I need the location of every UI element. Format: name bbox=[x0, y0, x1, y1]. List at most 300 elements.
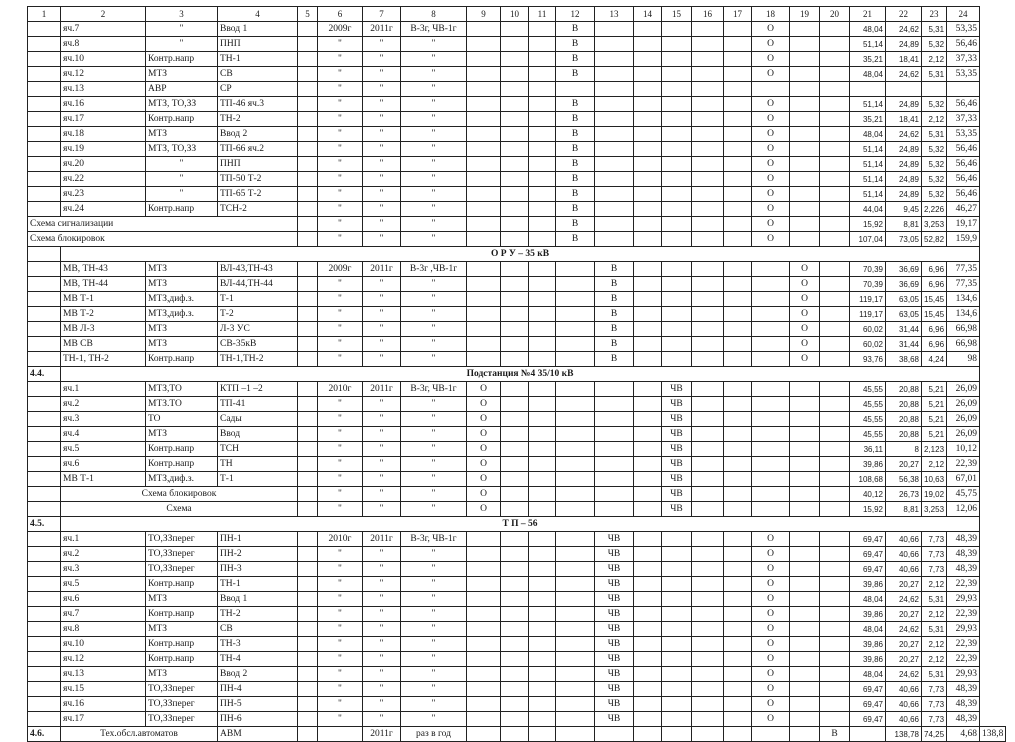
table-cell: 48,39 bbox=[947, 682, 980, 697]
table-cell bbox=[298, 202, 318, 217]
table-cell bbox=[501, 592, 529, 607]
table-cell bbox=[501, 547, 529, 562]
table-cell: " bbox=[401, 412, 467, 427]
table-cell: " bbox=[363, 712, 401, 727]
table-cell bbox=[467, 337, 501, 352]
table-cell bbox=[529, 637, 556, 652]
column-number: 16 bbox=[692, 7, 724, 22]
table-cell bbox=[28, 202, 61, 217]
table-cell: ТН bbox=[218, 457, 298, 472]
table-cell bbox=[634, 652, 662, 667]
table-cell bbox=[529, 277, 556, 292]
table-cell: 48,39 bbox=[947, 712, 980, 727]
table-cell bbox=[662, 127, 692, 142]
table-cell: 45,55 bbox=[850, 412, 886, 427]
table-cell: ЧВ bbox=[662, 442, 692, 457]
table-cell: В bbox=[556, 22, 595, 37]
table-row bbox=[28, 352, 1006, 367]
table-cell bbox=[692, 667, 724, 682]
table-cell: яч.6 bbox=[61, 592, 146, 607]
table-cell bbox=[556, 487, 595, 502]
table-cell bbox=[662, 607, 692, 622]
table-cell: МТЗ bbox=[146, 127, 218, 142]
table-cell bbox=[692, 562, 724, 577]
table-cell: В bbox=[556, 232, 595, 247]
table-cell bbox=[529, 67, 556, 82]
table-cell: МВ Т-2 bbox=[61, 307, 146, 322]
table-cell bbox=[298, 112, 318, 127]
table-cell bbox=[501, 157, 529, 172]
table-cell bbox=[298, 382, 318, 397]
table-cell: 66,98 bbox=[947, 337, 980, 352]
table-cell: ПН-2 bbox=[218, 547, 298, 562]
table-cell: яч.6 bbox=[61, 457, 146, 472]
table-cell bbox=[467, 187, 501, 202]
table-cell: ЧВ bbox=[662, 397, 692, 412]
table-cell: О bbox=[790, 277, 820, 292]
table-row bbox=[28, 667, 1006, 682]
row-label: Тех.обсл.автоматов bbox=[61, 727, 218, 742]
table-cell: 51,14 bbox=[850, 142, 886, 157]
table-cell bbox=[724, 82, 752, 97]
table-cell: 10,12 bbox=[947, 442, 980, 457]
table-cell bbox=[556, 607, 595, 622]
table-cell: " bbox=[401, 562, 467, 577]
table-cell bbox=[724, 127, 752, 142]
table-cell: " bbox=[363, 352, 401, 367]
table-cell bbox=[692, 352, 724, 367]
table-cell bbox=[724, 562, 752, 577]
table-cell: " bbox=[401, 142, 467, 157]
table-row bbox=[28, 157, 1006, 172]
table-cell: 40,66 bbox=[886, 682, 922, 697]
table-cell: 2,12 bbox=[922, 457, 947, 472]
table-cell: 44,04 bbox=[850, 202, 886, 217]
table-cell: СР bbox=[218, 82, 298, 97]
table-cell bbox=[298, 82, 318, 97]
table-cell: 108,68 bbox=[850, 472, 886, 487]
table-cell bbox=[634, 727, 662, 742]
table-cell: В bbox=[556, 142, 595, 157]
table-cell: " bbox=[363, 307, 401, 322]
table-cell bbox=[752, 427, 790, 442]
table-cell bbox=[752, 307, 790, 322]
table-row bbox=[28, 487, 1006, 502]
table-cell: " bbox=[363, 397, 401, 412]
table-cell bbox=[692, 532, 724, 547]
table-cell bbox=[556, 472, 595, 487]
table-cell bbox=[692, 682, 724, 697]
table-cell bbox=[467, 622, 501, 637]
table-cell: 29,93 bbox=[947, 622, 980, 637]
table-cell: яч.5 bbox=[61, 442, 146, 457]
table-cell: О bbox=[752, 607, 790, 622]
table-cell bbox=[556, 337, 595, 352]
table-cell: " bbox=[401, 652, 467, 667]
table-cell bbox=[501, 172, 529, 187]
table-cell: 24,62 bbox=[886, 622, 922, 637]
table-cell: 20,27 bbox=[886, 457, 922, 472]
table-cell bbox=[692, 112, 724, 127]
row-label: Схема блокировок bbox=[61, 487, 298, 502]
table-cell bbox=[634, 592, 662, 607]
table-cell bbox=[298, 172, 318, 187]
column-number: 1 bbox=[28, 7, 61, 22]
table-cell: 6,96 bbox=[922, 337, 947, 352]
table-cell: 119,17 bbox=[850, 292, 886, 307]
table-row bbox=[28, 97, 1006, 112]
table-cell: " bbox=[363, 427, 401, 442]
table-cell bbox=[595, 142, 634, 157]
table-cell bbox=[724, 487, 752, 502]
table-cell bbox=[820, 442, 850, 457]
table-cell bbox=[501, 412, 529, 427]
table-cell: ТН-2 bbox=[218, 112, 298, 127]
table-cell: " bbox=[401, 502, 467, 517]
table-cell bbox=[467, 157, 501, 172]
table-cell: 15,45 bbox=[922, 307, 947, 322]
table-cell bbox=[724, 217, 752, 232]
table-cell: яч.7 bbox=[61, 607, 146, 622]
table-cell: " bbox=[318, 37, 363, 52]
table-cell: 69,47 bbox=[850, 532, 886, 547]
table-row bbox=[28, 382, 1006, 397]
table-cell bbox=[724, 202, 752, 217]
table-cell: " bbox=[363, 652, 401, 667]
table-cell: " bbox=[401, 352, 467, 367]
table-cell: 4,68 bbox=[947, 727, 980, 742]
table-cell bbox=[692, 292, 724, 307]
table-cell: 48,39 bbox=[947, 697, 980, 712]
table-cell bbox=[595, 232, 634, 247]
table-cell bbox=[529, 322, 556, 337]
table-cell bbox=[529, 727, 556, 742]
table-cell: В bbox=[556, 157, 595, 172]
table-cell: яч.19 bbox=[61, 142, 146, 157]
table-cell: О bbox=[790, 352, 820, 367]
table-cell bbox=[724, 112, 752, 127]
table-cell: яч.12 bbox=[61, 652, 146, 667]
table-cell: " bbox=[401, 37, 467, 52]
table-cell bbox=[634, 712, 662, 727]
table-cell bbox=[595, 442, 634, 457]
table-cell: 40,66 bbox=[886, 697, 922, 712]
table-cell bbox=[790, 112, 820, 127]
table-cell bbox=[790, 532, 820, 547]
table-cell bbox=[634, 412, 662, 427]
table-cell: 2009г bbox=[318, 262, 363, 277]
table-cell bbox=[556, 502, 595, 517]
table-cell: 26,09 bbox=[947, 427, 980, 442]
table-cell bbox=[501, 322, 529, 337]
table-cell bbox=[724, 292, 752, 307]
table-cell: 10,63 bbox=[922, 472, 947, 487]
table-cell bbox=[556, 592, 595, 607]
table-cell bbox=[692, 82, 724, 97]
table-cell bbox=[595, 127, 634, 142]
table-cell bbox=[28, 652, 61, 667]
table-cell: 24,89 bbox=[886, 187, 922, 202]
table-cell: ПНП bbox=[218, 37, 298, 52]
table-cell bbox=[501, 652, 529, 667]
table-cell: 7,73 bbox=[922, 697, 947, 712]
table-cell: 73,05 bbox=[886, 232, 922, 247]
table-cell: СВ bbox=[218, 622, 298, 637]
table-cell: " bbox=[401, 307, 467, 322]
table-cell bbox=[634, 382, 662, 397]
table-cell bbox=[595, 22, 634, 37]
table-cell bbox=[595, 97, 634, 112]
table-cell: МТЗ bbox=[146, 622, 218, 637]
table-cell bbox=[790, 442, 820, 457]
table-cell: 36,69 bbox=[886, 277, 922, 292]
table-cell bbox=[595, 52, 634, 67]
table-cell: 24,89 bbox=[886, 172, 922, 187]
table-cell bbox=[820, 502, 850, 517]
table-cell bbox=[467, 67, 501, 82]
table-cell: О bbox=[752, 637, 790, 652]
table-cell bbox=[529, 232, 556, 247]
table-cell bbox=[298, 397, 318, 412]
table-row bbox=[28, 127, 1006, 142]
table-cell bbox=[724, 262, 752, 277]
table-cell: ЧВ bbox=[662, 502, 692, 517]
table-cell: ЧВ bbox=[595, 622, 634, 637]
table-cell bbox=[467, 682, 501, 697]
table-cell: О bbox=[752, 712, 790, 727]
table-cell bbox=[501, 682, 529, 697]
table-cell: Ввод 1 bbox=[218, 592, 298, 607]
table-cell bbox=[790, 472, 820, 487]
table-cell bbox=[634, 187, 662, 202]
table-cell: " bbox=[363, 502, 401, 517]
table-cell: ТО bbox=[146, 412, 218, 427]
table-cell: 3,253 bbox=[922, 502, 947, 517]
table-cell bbox=[529, 307, 556, 322]
table-cell bbox=[790, 187, 820, 202]
table-cell bbox=[820, 262, 850, 277]
table-cell: 37,33 bbox=[947, 52, 980, 67]
table-cell bbox=[529, 97, 556, 112]
table-cell bbox=[529, 412, 556, 427]
table-cell bbox=[790, 232, 820, 247]
table-cell bbox=[556, 697, 595, 712]
table-cell bbox=[467, 142, 501, 157]
table-cell bbox=[28, 67, 61, 82]
table-cell: О bbox=[752, 52, 790, 67]
table-cell bbox=[820, 637, 850, 652]
table-cell bbox=[467, 202, 501, 217]
table-cell: 48,04 bbox=[850, 622, 886, 637]
table-cell bbox=[662, 142, 692, 157]
table-cell bbox=[662, 112, 692, 127]
table-cell: " bbox=[401, 112, 467, 127]
table-cell bbox=[556, 352, 595, 367]
table-cell: 66,98 bbox=[947, 322, 980, 337]
table-cell: " bbox=[146, 187, 218, 202]
table-cell bbox=[298, 532, 318, 547]
table-cell: 26,09 bbox=[947, 412, 980, 427]
table-cell: 24,62 bbox=[886, 592, 922, 607]
table-cell: О bbox=[467, 502, 501, 517]
table-cell: ПН-1 bbox=[218, 532, 298, 547]
table-cell bbox=[634, 37, 662, 52]
column-number: 24 bbox=[947, 7, 980, 22]
table-cell bbox=[501, 262, 529, 277]
table-cell: ТО,ЗЗперег bbox=[146, 532, 218, 547]
table-cell: ТО,ЗЗперег bbox=[146, 562, 218, 577]
table-cell: ЧВ bbox=[662, 457, 692, 472]
table-cell bbox=[556, 427, 595, 442]
table-cell bbox=[298, 142, 318, 157]
table-cell: 24,89 bbox=[886, 97, 922, 112]
table-cell bbox=[634, 22, 662, 37]
table-cell: 6,96 bbox=[922, 262, 947, 277]
table-cell bbox=[752, 82, 790, 97]
table-cell bbox=[501, 352, 529, 367]
table-cell bbox=[634, 322, 662, 337]
row-label: Схема сигнализации bbox=[28, 217, 298, 232]
column-number: 21 bbox=[850, 7, 886, 22]
table-cell: " bbox=[318, 277, 363, 292]
table-cell bbox=[529, 667, 556, 682]
table-cell bbox=[752, 352, 790, 367]
table-row bbox=[28, 562, 1006, 577]
table-cell: О bbox=[790, 307, 820, 322]
table-row bbox=[28, 112, 1006, 127]
table-cell bbox=[724, 547, 752, 562]
table-cell bbox=[790, 127, 820, 142]
table-cell: " bbox=[363, 487, 401, 502]
table-cell: 24,62 bbox=[886, 667, 922, 682]
table-cell bbox=[501, 577, 529, 592]
table-cell bbox=[662, 292, 692, 307]
table-cell: ЧВ bbox=[595, 652, 634, 667]
table-cell: СВ-35кВ bbox=[218, 337, 298, 352]
table-cell bbox=[298, 37, 318, 52]
table-cell bbox=[662, 322, 692, 337]
table-cell: 56,46 bbox=[947, 97, 980, 112]
table-cell bbox=[28, 457, 61, 472]
table-cell bbox=[724, 727, 752, 742]
table-cell bbox=[298, 352, 318, 367]
table-cell bbox=[634, 292, 662, 307]
table-cell: 20,88 bbox=[886, 397, 922, 412]
table-cell bbox=[28, 307, 61, 322]
table-cell bbox=[501, 337, 529, 352]
table-cell: В bbox=[595, 307, 634, 322]
section-number: 4.4. bbox=[28, 367, 61, 382]
table-cell bbox=[467, 82, 501, 97]
table-cell: 2010г bbox=[318, 532, 363, 547]
table-cell: " bbox=[318, 712, 363, 727]
table-cell bbox=[529, 472, 556, 487]
table-cell bbox=[752, 397, 790, 412]
column-number: 3 bbox=[146, 7, 218, 22]
column-number: 14 bbox=[634, 7, 662, 22]
table-cell: ПН-3 bbox=[218, 562, 298, 577]
table-cell bbox=[556, 562, 595, 577]
table-cell: 2,12 bbox=[922, 607, 947, 622]
table-cell: яч.10 bbox=[61, 52, 146, 67]
table-cell: О bbox=[467, 412, 501, 427]
table-cell bbox=[529, 592, 556, 607]
table-cell: яч.13 bbox=[61, 667, 146, 682]
table-cell: Контр.напр bbox=[146, 442, 218, 457]
table-cell bbox=[28, 562, 61, 577]
table-cell bbox=[467, 217, 501, 232]
table-cell bbox=[724, 532, 752, 547]
table-cell: 48,04 bbox=[850, 67, 886, 82]
table-row bbox=[28, 217, 1006, 232]
table-cell bbox=[790, 427, 820, 442]
table-cell bbox=[752, 262, 790, 277]
table-cell bbox=[28, 97, 61, 112]
table-cell bbox=[298, 577, 318, 592]
table-cell: " bbox=[318, 292, 363, 307]
table-cell bbox=[529, 292, 556, 307]
table-cell: 2,12 bbox=[922, 112, 947, 127]
table-cell bbox=[28, 487, 61, 502]
table-cell: 77,35 bbox=[947, 262, 980, 277]
table-cell bbox=[467, 697, 501, 712]
table-cell: ТО,ЗЗперег bbox=[146, 697, 218, 712]
table-cell: О bbox=[467, 472, 501, 487]
table-cell bbox=[724, 67, 752, 82]
table-cell bbox=[634, 607, 662, 622]
table-cell bbox=[662, 577, 692, 592]
table-cell: В-3г, ЧВ-1г bbox=[401, 22, 467, 37]
table-cell bbox=[820, 67, 850, 82]
table-cell bbox=[692, 502, 724, 517]
table-cell: 69,47 bbox=[850, 697, 886, 712]
table-cell bbox=[662, 97, 692, 112]
column-number: 4 bbox=[218, 7, 298, 22]
table-cell: 24,89 bbox=[886, 142, 922, 157]
table-cell bbox=[467, 667, 501, 682]
section-title: Подстанция №4 35/10 кВ bbox=[61, 367, 980, 382]
section-title: О Р У – 35 кВ bbox=[61, 247, 980, 262]
table-cell: 5,32 bbox=[922, 187, 947, 202]
table-cell: " bbox=[318, 487, 363, 502]
table-row bbox=[28, 277, 1006, 292]
table-cell bbox=[529, 547, 556, 562]
table-cell: 2010г bbox=[318, 382, 363, 397]
table-cell bbox=[724, 307, 752, 322]
table-cell: 5,32 bbox=[922, 37, 947, 52]
column-number: 23 bbox=[922, 7, 947, 22]
table-cell: Л-3 УС bbox=[218, 322, 298, 337]
table-cell bbox=[501, 562, 529, 577]
table-cell: В bbox=[556, 202, 595, 217]
table-cell: В bbox=[595, 337, 634, 352]
table-cell bbox=[501, 232, 529, 247]
table-cell: " bbox=[318, 592, 363, 607]
table-cell bbox=[752, 442, 790, 457]
table-cell bbox=[692, 382, 724, 397]
table-cell: ТП-66 яч.2 bbox=[218, 142, 298, 157]
table-cell: 29,93 bbox=[947, 592, 980, 607]
table-cell bbox=[529, 457, 556, 472]
table-cell bbox=[298, 442, 318, 457]
table-cell: 39,86 bbox=[850, 577, 886, 592]
table-cell bbox=[298, 607, 318, 622]
table-cell bbox=[467, 547, 501, 562]
table-cell bbox=[724, 697, 752, 712]
table-cell: О bbox=[467, 487, 501, 502]
table-cell: " bbox=[401, 547, 467, 562]
table-cell: 48,04 bbox=[850, 592, 886, 607]
